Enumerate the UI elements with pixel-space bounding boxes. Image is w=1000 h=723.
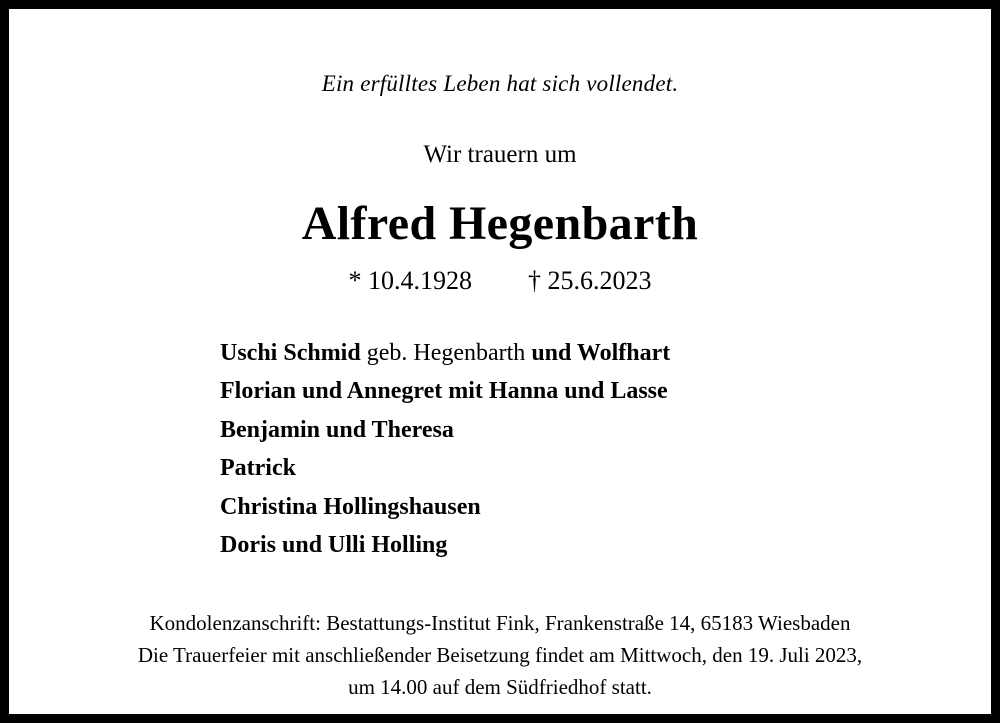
- birth-date: * 10.4.1928: [348, 266, 472, 295]
- survivor-bold-start: Patrick: [220, 455, 296, 482]
- list-item: [220, 411, 454, 449]
- list-item: [220, 372, 668, 410]
- survivor-bold-end: und Wolfhart: [531, 340, 671, 366]
- ceremony-line-1: Die Trauerfeier mit anschließender Beisetzung findet am Mittwoch, den 19. Juli 2023,: [137, 643, 863, 668]
- survivor-bold-start: Doris und Ulli Holling: [220, 531, 448, 558]
- list-item: [220, 488, 481, 526]
- list-item: [220, 334, 670, 372]
- survivors-list: [220, 334, 780, 564]
- list-item: [220, 526, 447, 564]
- survivor-bold-start: Christina Hollingshausen: [220, 493, 481, 520]
- ceremony-line-2: um 14.00 auf dem Südfriedhof statt.: [348, 675, 652, 700]
- condolence-address: Kondolenzanschrift: Bestattungs-Institut Fink, Frankenstraße 14, 65183 Wiesbaden: [149, 611, 851, 636]
- obituary-card: [7, 7, 993, 716]
- survivor-regular: geb. Hegenbarth: [360, 340, 532, 366]
- death-date: † 25.6.2023: [528, 266, 652, 295]
- mourning-intro: Wir trauern um: [423, 141, 577, 168]
- deceased-name: Alfred Hegenbarth: [301, 197, 699, 250]
- epitaph-text: Ein erfülltes Leben hat sich vollendet.: [321, 71, 679, 96]
- list-item: [220, 449, 296, 487]
- survivor-bold-start: Florian und Annegret mit Hanna und Lasse: [220, 378, 668, 405]
- survivor-bold-start: Benjamin und Theresa: [220, 416, 454, 443]
- survivor-bold-start: Uschi Schmid: [220, 340, 361, 366]
- notice-footer: [70, 608, 930, 704]
- life-dates: [349, 266, 652, 296]
